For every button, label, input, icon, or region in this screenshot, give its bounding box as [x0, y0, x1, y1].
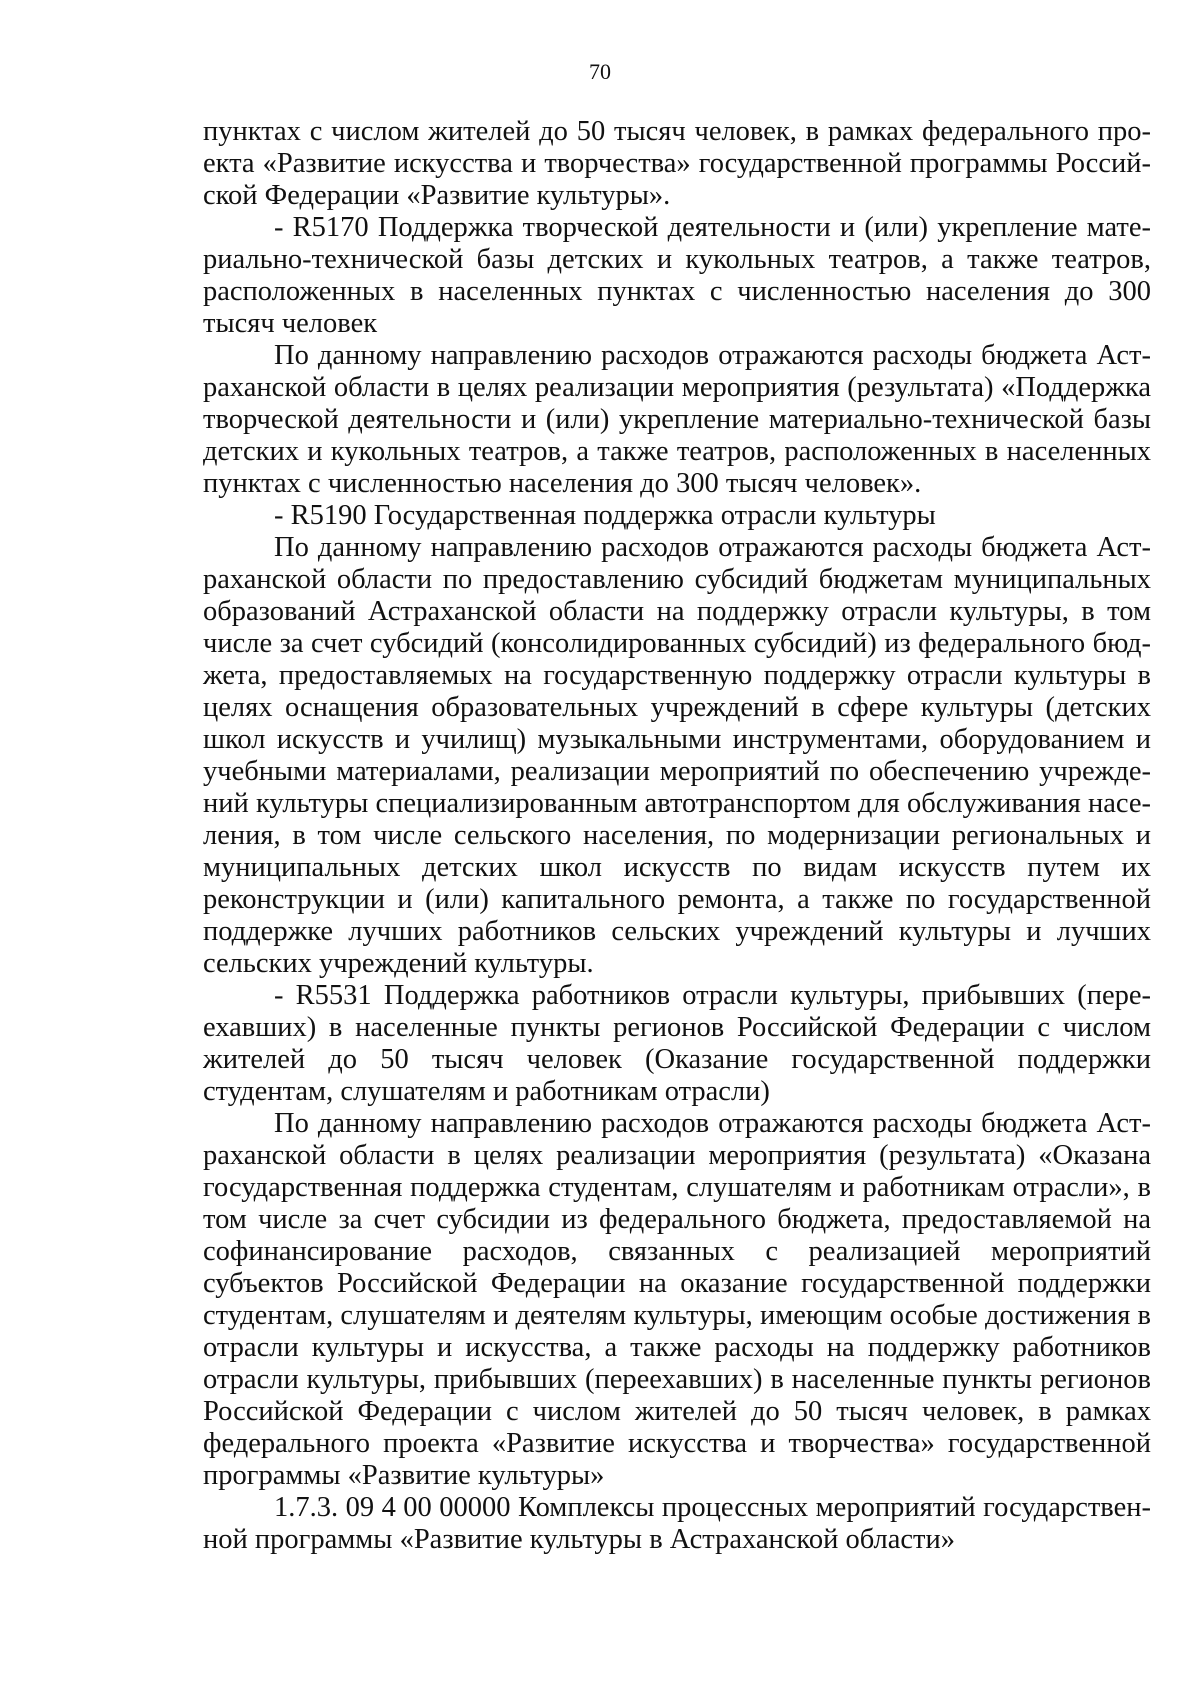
paragraph-section-1-7-3-heading: 1.7.3. 09 4 00 00000 Комплексы процессных мероприятий государственной программы «Развитие культуры в Астраханской области»	[203, 1492, 1151, 1555]
paragraph-r5190-description: По данному направлению расходов отражаются расходы бюджета Астраханской области по предоставлению субсидий бюджетам муниципальных образований Астраханской области на поддержку отрасли культуры, в том числе за счет субсидий (консолидированных субсидий) из федерального бюджета, предоставляемых на государственную поддержку отрасли культуры в целях оснащения образовательных учреждений в сфере культуры (детских школ искусств и училищ) музыкальными инструментами, оборудованием и учебными материалами, реализации мероприятий по обеспечению учреждений культуры специализированным автотранспортом для обслуживания населения, в том числе сельского населения, по модернизации региональных и муниципальных детских школ искусств по видам искусств путем их реконструкции и (или) капитального ремонта, а также по государственной поддержке лучших работников сельских учреждений культуры и лучших сельских учреждений культуры.	[203, 532, 1151, 979]
paragraph-r5531-heading: - R5531 Поддержка работников отрасли культуры, прибывших (переехавших) в населенные пункты регионов Российской Федерации с числом жителей до 50 тысяч человек (Оказание государственной поддержки студентам, слушателям и работникам отрасли)	[203, 980, 1151, 1107]
page-number: 70	[589, 59, 611, 84]
paragraph-r5531-description: По данному направлению расходов отражаются расходы бюджета Астраханской области в целях реализации мероприятия (результата) «Оказана государственная поддержка студентам, слушателям и работникам отрасли», в том числе за счет субсидии из федерального бюджета, предоставляемой на софинансирование расходов, связанных с реализацией мероприятий субъектов Российской Федерации на оказание государственной поддержки студентам, слушателям и деятелям культуры, имеющим особые достижения в отрасли культуры и искусства, а также расходы на поддержку работников отрасли культуры, прибывших (переехавших) в населенные пункты регионов Российской Федерации с числом жителей до 50 тысяч человек, в рамках федерального проекта «Развитие искусства и творчества» государственной программы «Развитие культуры»	[203, 1108, 1151, 1491]
paragraph-continuation: пунктах с числом жителей до 50 тысяч человек, в рамках федерального проекта «Развитие искусства и творчества» государственной программы Российской Федерации «Развитие культуры».	[203, 116, 1151, 211]
paragraph-r5190-heading: - R5190 Государственная поддержка отрасли культуры	[274, 500, 936, 531]
paragraph-r5170-description: По данному направлению расходов отражаются расходы бюджета Астраханской области в целях реализации мероприятия (результата) «Поддержка творческой деятельности и (или) укрепление материально-технической базы детских и кукольных театров, а также театров, расположенных в населенных пунктах с численностью населения до 300 тысяч человек».	[203, 340, 1151, 499]
paragraph-r5170-heading: - R5170 Поддержка творческой деятельности и (или) укрепление материально-технической базы детских и кукольных театров, а также театров, расположенных в населенных пунктах с численностью населения до 300 тысяч человек	[203, 212, 1151, 339]
document-body	[203, 116, 1151, 1556]
